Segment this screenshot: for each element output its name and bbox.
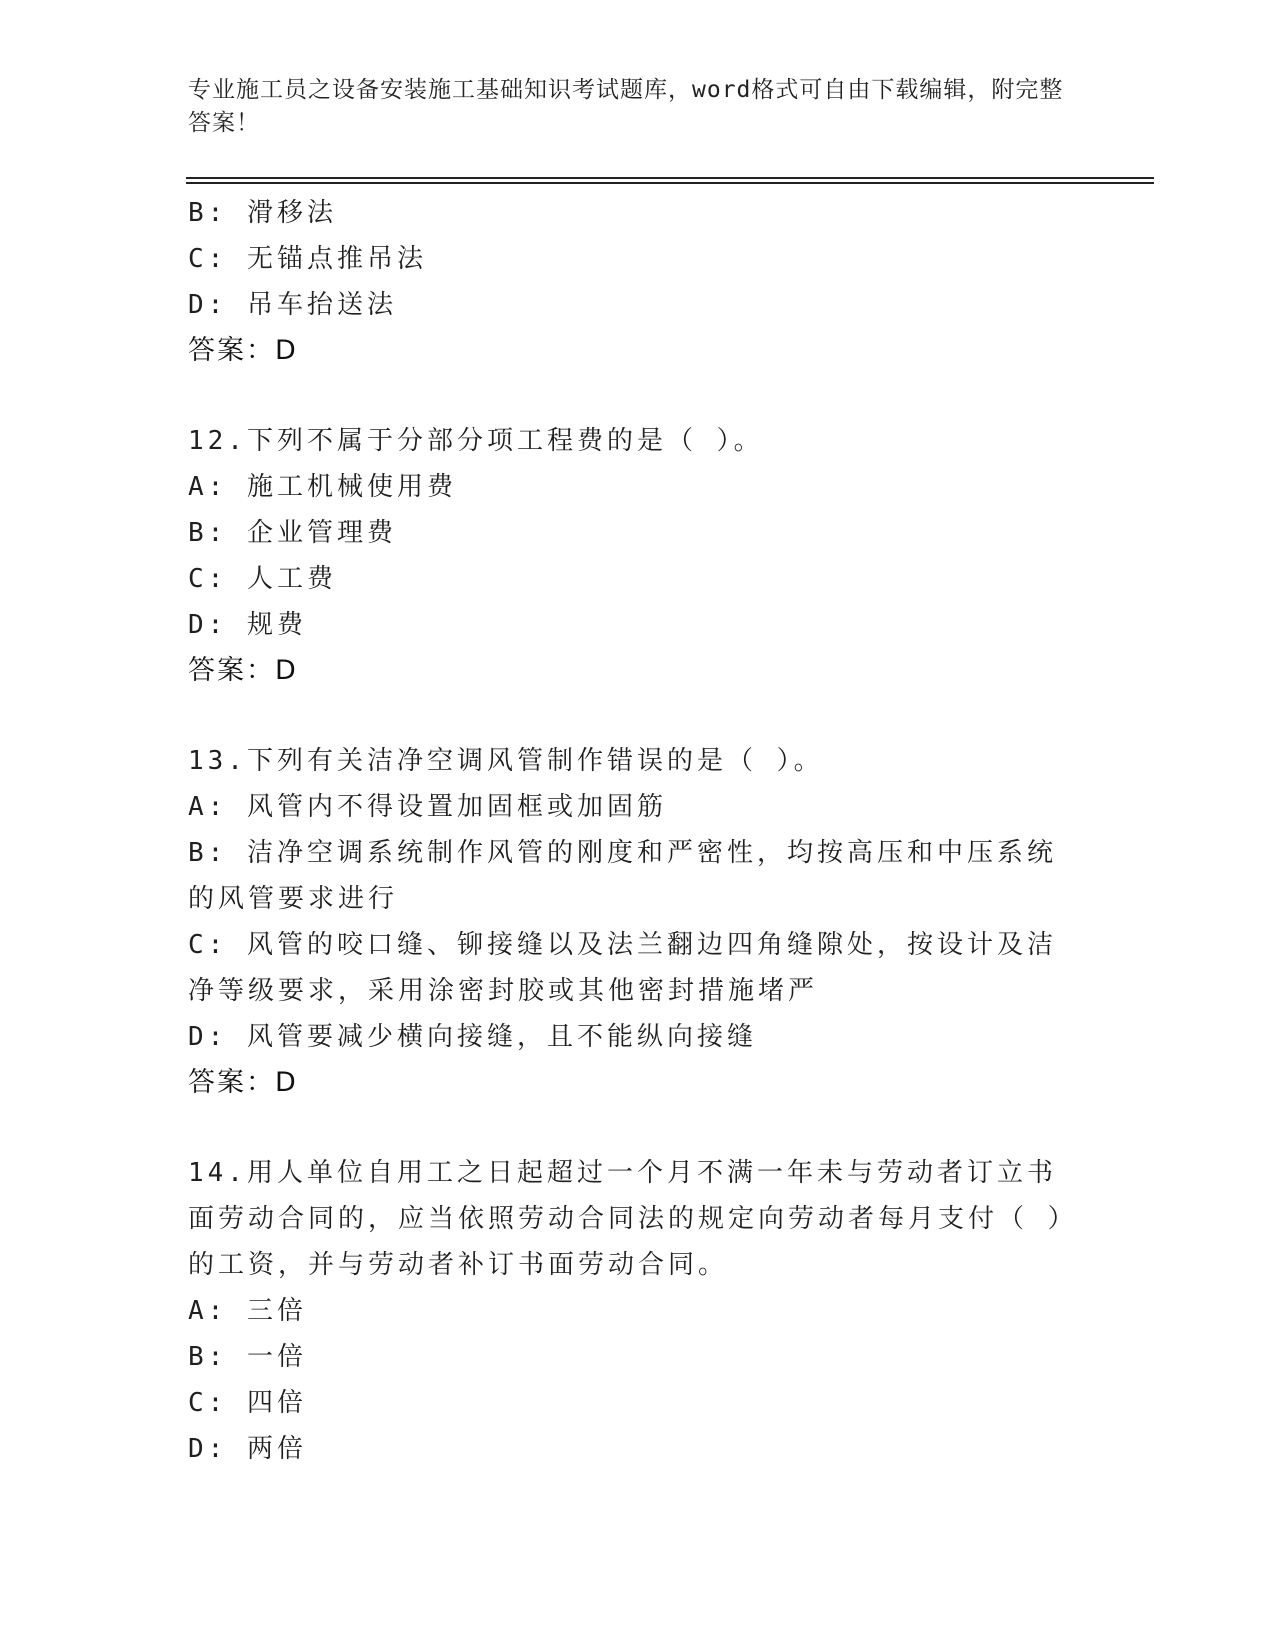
option-b: B: 洁净空调系统制作风管的刚度和严密性，均按高压和中压系统的风管要求进行 [188,838,1057,914]
question-14 [188,1150,1078,1472]
answer-line: 答案：D [188,1067,298,1098]
option-b: B: 企业管理费 [188,518,397,548]
option-b: B: 一倍 [188,1342,307,1372]
option-c: C: 风管的咬口缝、铆接缝以及法兰翻边四角缝隙处，按设计及洁净等级要求，采用涂密封胶或其他密封措施堵严 [188,930,1057,1006]
question-13 [188,738,1078,1106]
option-d: D: 规费 [188,610,307,640]
spacer [188,694,1078,738]
question-list [188,190,1078,1472]
option-c: C: 人工费 [188,564,337,594]
option-d: D: 两倍 [188,1434,307,1464]
option-d: D: 风管要减少横向接缝，且不能纵向接缝 [188,1022,757,1052]
option-c: C: 四倍 [188,1388,307,1418]
question-text: 13.下列有关洁净空调风管制作错误的是（ ）。 [188,746,824,776]
document-header: 专业施工员之设备安装施工基础知识考试题库，word格式可自由下载编辑，附完整答案！ [188,77,1064,136]
option-b: B: 滑移法 [188,198,337,228]
question-text: 14.用人单位自用工之日起超过一个月不满一年未与劳动者订立书面劳动合同的，应当依照劳动合同法的规定向劳动者每月支付（ ）的工资，并与劳动者补订书面劳动合同。 [188,1158,1078,1280]
spacer [188,1106,1078,1150]
header-divider-bottom [186,182,1154,184]
option-c: C: 无锚点推吊法 [188,244,427,274]
option-a: A: 三倍 [188,1296,307,1326]
option-a: A: 施工机械使用费 [188,472,457,502]
question-text: 12.下列不属于分部分项工程费的是（ ）。 [188,426,764,456]
prev-question [188,190,1078,374]
answer-line: 答案：D [188,655,298,686]
spacer [188,374,1078,418]
option-d: D: 吊车抬送法 [188,290,397,320]
answer-line: 答案：D [188,335,298,366]
option-a: A: 风管内不得设置加固框或加固筋 [188,792,667,822]
header-divider-top [186,177,1154,179]
question-12 [188,418,1078,694]
